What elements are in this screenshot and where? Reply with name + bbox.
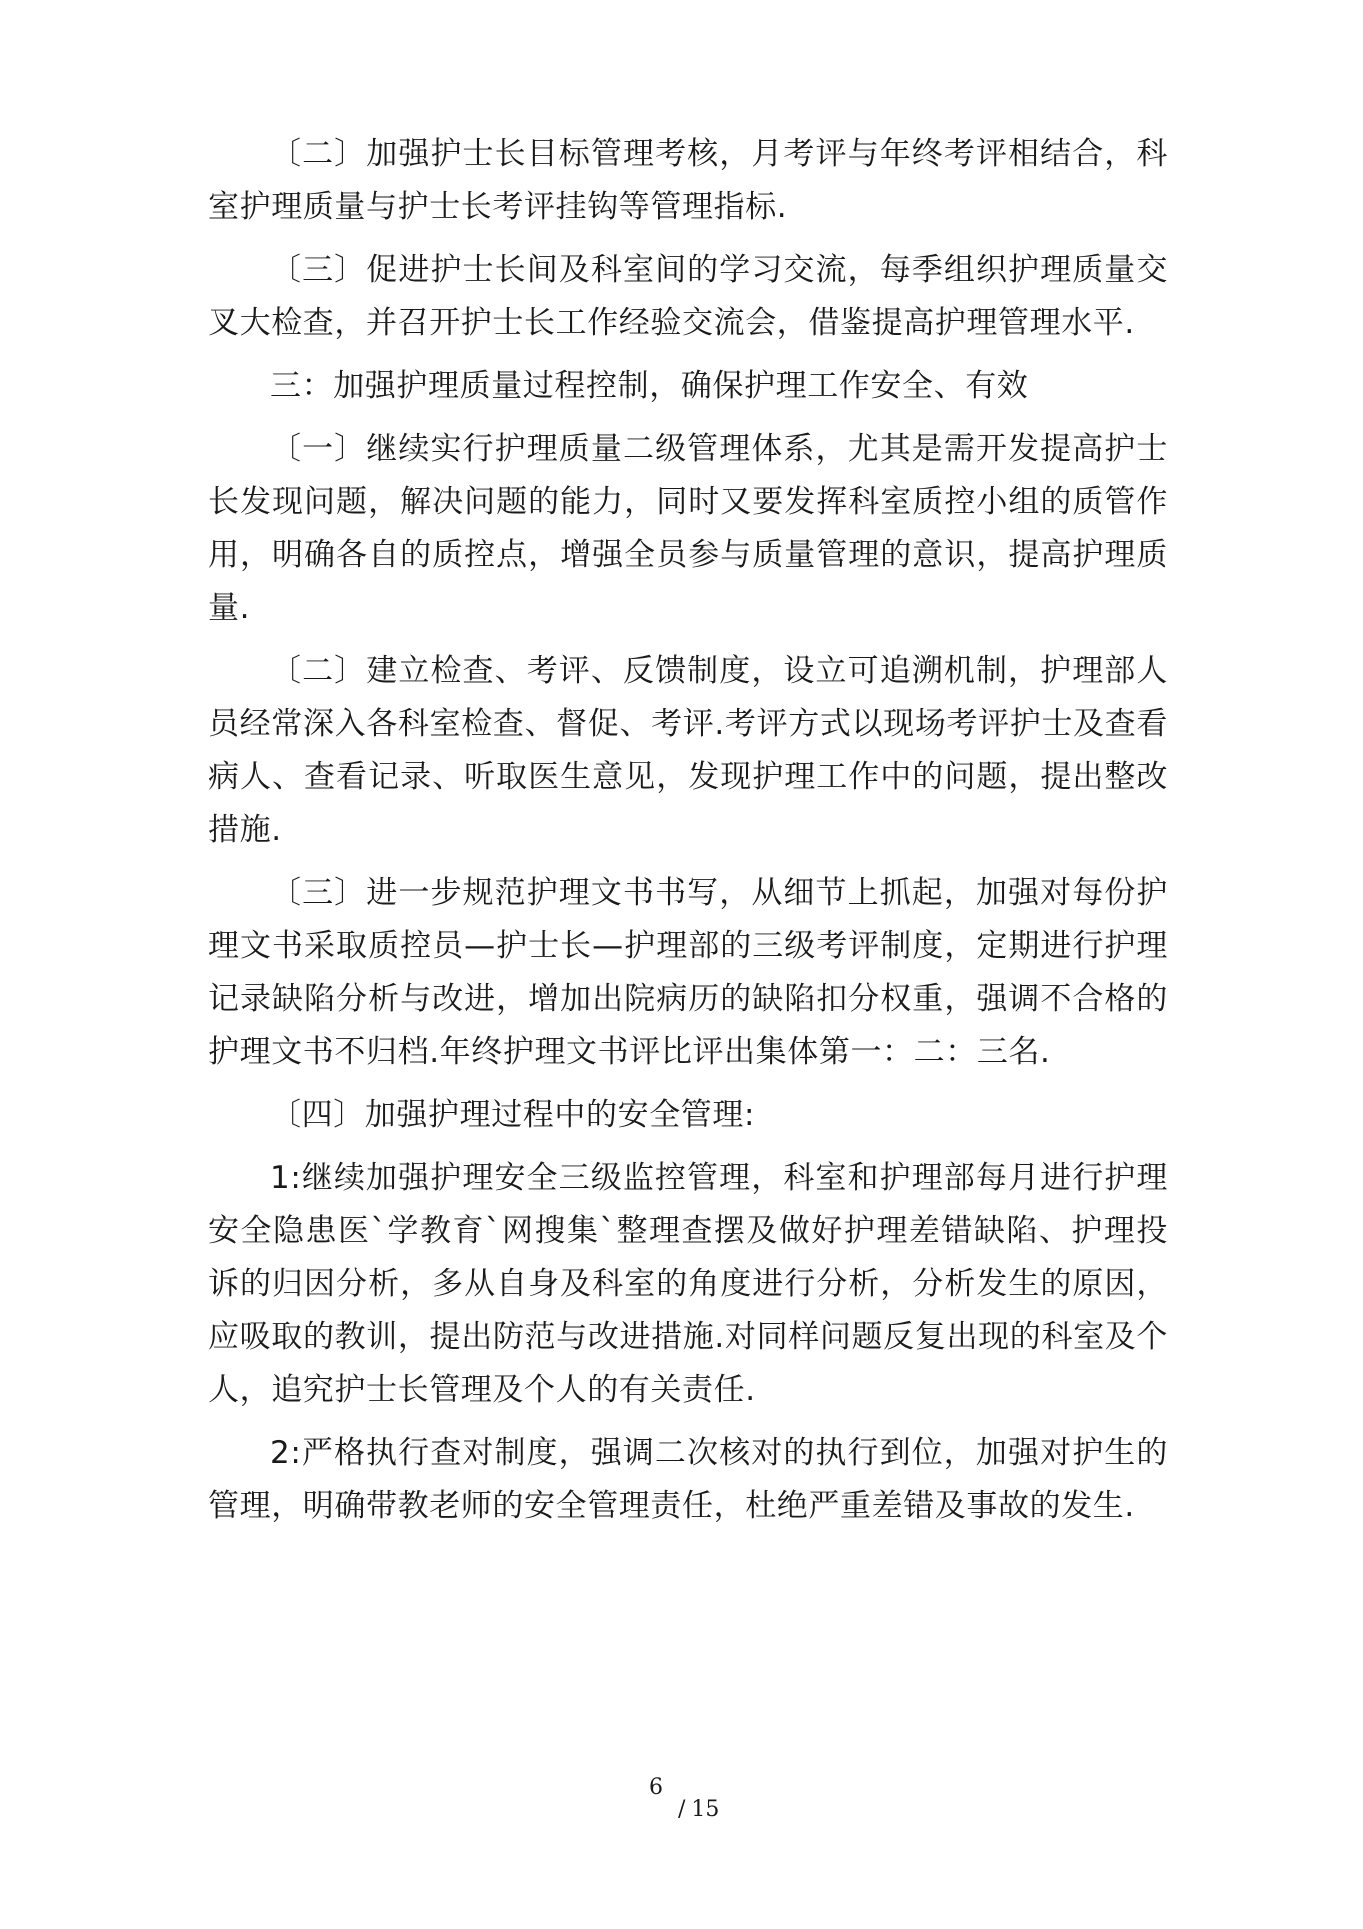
paragraph-2-2: 〔二〕加强护士长目标管理考核，月考评与年终考评相结合，科室护理质量与护士长考评挂钩等管理指标. bbox=[208, 136, 1168, 225]
page-number-total-group bbox=[678, 1797, 719, 1822]
page-separator: / bbox=[678, 1797, 686, 1822]
item-2: 2:严格执行查对制度，强调二次核对的执行到位，加强对护生的管理，明确带教老师的安全管理责任，杜绝严重差错及事故的发生. bbox=[208, 1435, 1168, 1524]
page-number-current: 6 bbox=[649, 1775, 663, 1800]
section-heading-3: 三：加强护理质量过程控制，确保护理工作安全、有效 bbox=[270, 368, 1029, 404]
paragraph-3-3: 〔三〕进一步规范护理文书书写，从细节上抓起，加强对每份护理文书采取质控员—护士长—护理部的三级考评制度，定期进行护理记录缺陷分析与改进，增加出院病历的缺陷扣分权重，强调不合格的护理文书不归档.年终护理文书评比评出集体第一：二：三名. bbox=[208, 875, 1168, 1070]
page-number-total: 15 bbox=[691, 1797, 720, 1822]
item-1: 1:继续加强护理安全三级监控管理，科室和护理部每月进行护理安全隐患医`学教育`网搜集`整理查摆及做好护理差错缺陷、护理投诉的归因分析，多从自身及科室的角度进行分析，分析发生的原因，应吸取的教训，提出防范与改进措施.对同样问题反复出现的科室及个人，追究护士长管理及个人的有关责任. bbox=[208, 1160, 1168, 1408]
document-body bbox=[208, 128, 1168, 1543]
paragraph-3-2: 〔二〕建立检查、考评、反馈制度，设立可追溯机制，护理部人员经常深入各科室检查、督促、考评.考评方式以现场考评护士及查看病人、查看记录、听取医生意见，发现护理工作中的问题，提出整改措施. bbox=[208, 653, 1168, 848]
paragraph-3-4: 〔四〕加强护理过程中的安全管理: bbox=[270, 1097, 756, 1133]
paragraph-3-1: 〔一〕继续实行护理质量二级管理体系，尤其是需开发提高护士长发现问题，解决问题的能力，同时又要发挥科室质控小组的质管作用，明确各自的质控点，增强全员参与质量管理的意识，提高护理质量. bbox=[208, 431, 1168, 626]
paragraph-2-3: 〔三〕促进护士长间及科室间的学习交流，每季组织护理质量交叉大检查，并召开护士长工作经验交流会，借鉴提高护理管理水平. bbox=[208, 252, 1168, 341]
